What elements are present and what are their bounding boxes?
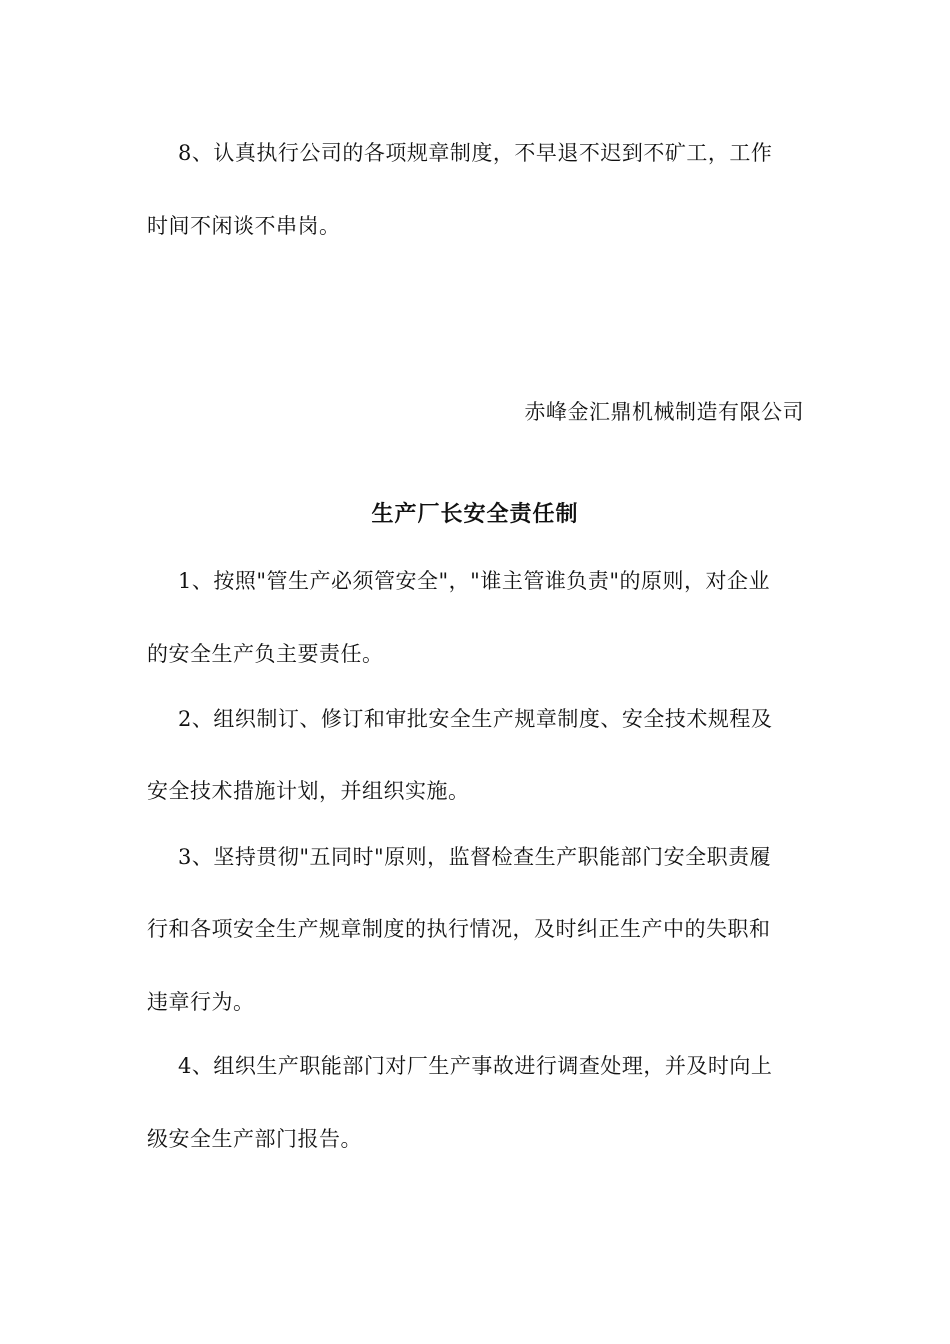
company-name: 赤峰金汇鼎机械制造有限公司 [524,400,804,424]
item-8-line-1: 8、认真执行公司的各项规章制度，不早退不迟到不矿工，工作 [178,141,773,165]
item-2-line-1: 2、组织制订、修订和审批安全生产规章制度、安全技术规程及 [178,707,773,731]
item-4-line-2: 级安全生产部门报告。 [147,1127,362,1151]
item-3-line-3: 违章行为。 [147,990,255,1014]
item-3-line-1: 3、坚持贯彻"五同时"原则，监督检查生产职能部门安全职责履 [178,845,772,869]
item-8-line-2: 时间不闲谈不串岗。 [147,214,341,238]
item-1-line-2: 的安全生产负主要责任。 [147,642,384,666]
item-1-line-1: 1、按照"管生产必须管安全"，"谁主管谁负责"的原则，对企业 [178,569,770,593]
item-3-line-2: 行和各项安全生产规章制度的执行情况，及时纠正生产中的失职和 [147,917,771,941]
item-4-line-1: 4、组织生产职能部门对厂生产事故进行调查处理，并及时向上 [178,1054,773,1078]
section-title: 生产厂长安全责任制 [371,501,579,527]
item-2-line-2: 安全技术措施计划，并组织实施。 [147,779,470,803]
